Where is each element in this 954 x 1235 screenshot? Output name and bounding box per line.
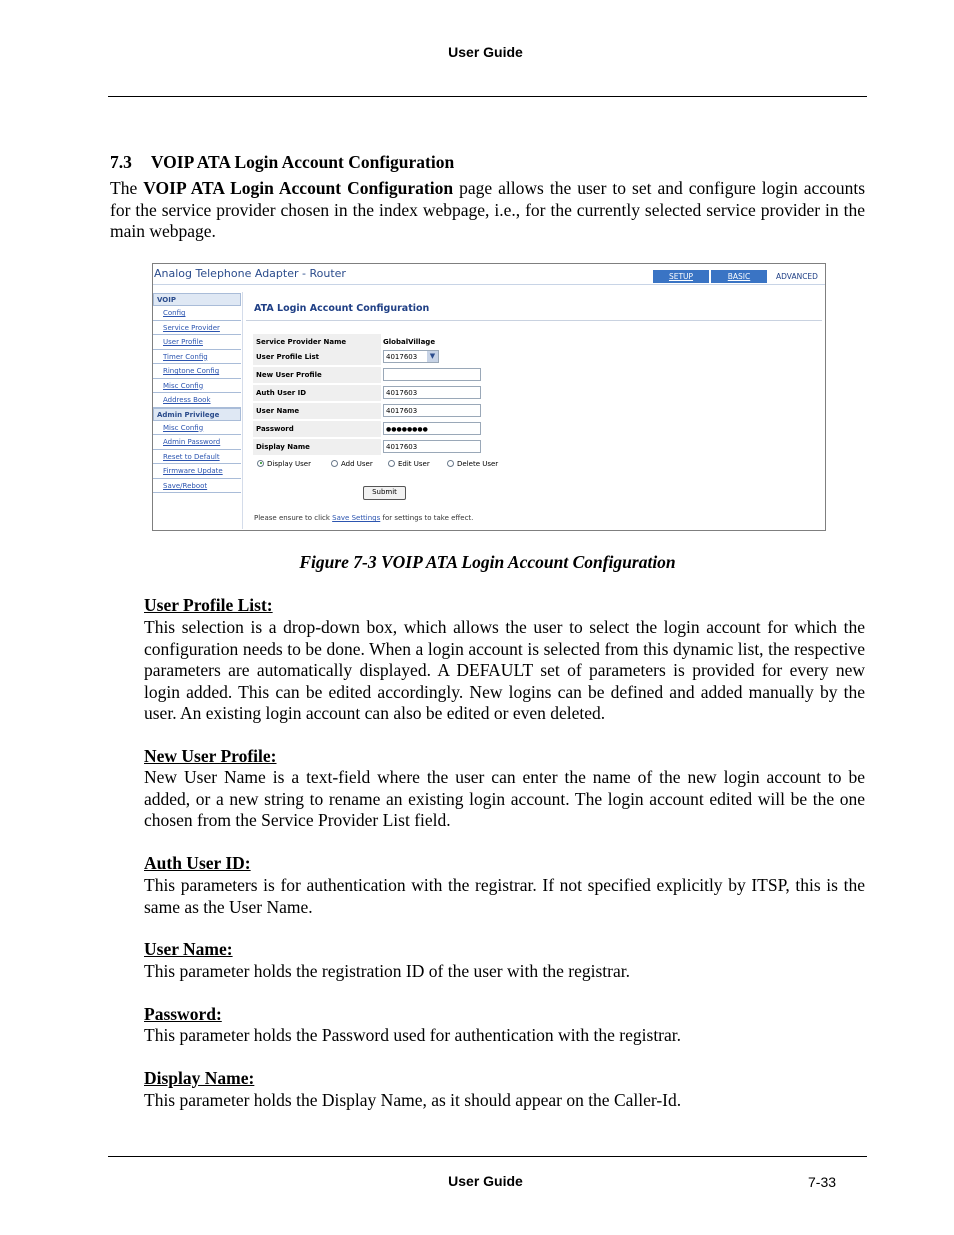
intro-rest: page allows the user to set and configure login accounts for the service provider chosen in the index webpage, i.e., for the currently selected service provider in the main webpage. (110, 178, 866, 241)
tab-basic[interactable]: BASIC (711, 270, 767, 283)
figure-caption: Figure 7-3 VOIP ATA Login Account Configuration (299, 552, 676, 572)
term-text-auth-user-id: This parameters is for authentication with the registrar. If not specified explicitly by ITSP, this is the same as the User Name. (144, 875, 865, 917)
config-page-title: ATA Login Account Configuration (254, 303, 430, 314)
term-title-new-user-profile: New User Profile: (144, 746, 277, 766)
user-name-input[interactable]: 4017603 (383, 404, 481, 417)
radio-display-user[interactable] (257, 460, 311, 468)
sidebar-item-address-book[interactable]: Address Book (153, 393, 241, 408)
password-input[interactable]: ●●●●●●●● (383, 422, 481, 435)
page-number: 7-33 (808, 1174, 837, 1190)
radio-edit-user-label: Edit User (398, 460, 430, 468)
save-settings-note (254, 514, 473, 522)
top-divider (153, 284, 825, 285)
note-prefix: Please ensure to click (254, 514, 330, 522)
radio-add-user[interactable] (331, 460, 373, 468)
radio-display-user-label: Display User (267, 460, 311, 468)
label-auth-user-id: Auth User ID (253, 385, 381, 401)
radio-icon (331, 460, 338, 467)
submit-button[interactable]: Submit (363, 486, 406, 500)
section-intro (110, 178, 865, 243)
sidebar-item-save-reboot[interactable]: Save/Reboot (153, 479, 241, 494)
page-footer-title: User Guide (448, 1173, 523, 1189)
sidebar-item-firmware-update[interactable]: Firmware Update (153, 464, 241, 479)
user-profile-select-value: 4017603 (386, 353, 418, 361)
title-divider (246, 320, 822, 321)
app-title: Analog Telephone Adapter - Router (154, 267, 346, 280)
label-new-user-profile: New User Profile (253, 367, 381, 383)
sidebar-category-admin: Admin Privilege (153, 408, 241, 421)
note-suffix: for settings to take effect. (382, 514, 474, 522)
sidebar-item-timer-config[interactable]: Timer Config (153, 350, 241, 365)
term-title-password: Password: (144, 1004, 222, 1024)
sidebar (153, 293, 241, 493)
radio-edit-user[interactable] (388, 460, 430, 468)
sidebar-item-misc-config[interactable]: Misc Config (153, 379, 241, 394)
label-display-name: Display Name (253, 439, 381, 455)
label-password: Password (253, 421, 381, 437)
term-text-password: This parameter holds the Password used for authentication with the registrar. (144, 1025, 682, 1045)
user-profile-select[interactable] (383, 350, 439, 363)
value-service-provider: GlobalVillage (383, 338, 436, 346)
radio-add-user-label: Add User (341, 460, 373, 468)
term-text-user-name: This parameter holds the registration ID of the user with the registrar. (144, 961, 630, 981)
sidebar-item-service-provider[interactable]: Service Provider (153, 321, 241, 336)
radio-delete-user[interactable] (447, 460, 498, 468)
display-name-input[interactable]: 4017603 (383, 440, 481, 453)
radio-delete-user-label: Delete User (457, 460, 499, 468)
header-rule (108, 96, 867, 97)
section-title: VOIP ATA Login Account Configuration (150, 152, 455, 172)
term-title-user-name: User Name: (144, 939, 233, 959)
page-header-title: User Guide (448, 44, 523, 60)
sidebar-divider (242, 292, 243, 529)
figure-screenshot (152, 263, 826, 531)
label-service-provider: Service Provider Name (253, 334, 381, 350)
radio-icon (447, 460, 454, 467)
sidebar-item-admin-password[interactable]: Admin Password (153, 435, 241, 450)
term-text-display-name: This parameter holds the Display Name, as it should appear on the Caller-Id. (144, 1090, 682, 1110)
intro-prefix: The (110, 178, 138, 198)
save-settings-link[interactable]: Save Settings (332, 514, 381, 522)
chevron-down-icon: ▼ (427, 351, 438, 362)
term-text-user-profile-list: This selection is a drop-down box, which allows the user to select the login account for which the configuration needs to be done. When a login account is selected from this dynamic list, the respective parameters are automatically displayed. A DEFAULT set of parameters is provided for every new login added. This can be edited accordingly. New logins can be defined and added manually by the user. An existing login account can also be edited or even deleted. (144, 617, 865, 723)
term-title-auth-user-id: Auth User ID: (144, 853, 251, 873)
sidebar-item-config[interactable]: Config (153, 306, 241, 321)
section-number: 7.3 (110, 152, 132, 172)
radio-selected-icon (257, 460, 264, 467)
term-title-user-profile-list: User Profile List: (144, 595, 273, 615)
radio-icon (388, 460, 395, 467)
footer-rule (108, 1156, 867, 1157)
term-title-display-name: Display Name: (144, 1068, 255, 1088)
sidebar-item-reset-default[interactable]: Reset to Default (153, 450, 241, 465)
sidebar-category-voip: VOIP (153, 293, 241, 306)
sidebar-item-user-profile[interactable]: User Profile (153, 335, 241, 350)
term-text-new-user-profile: New User Name is a text-field where the user can enter the name of the new login account to be added, or a new string to rename an existing login account. The login account edited will be the one chosen from the Service Provider List field. (144, 767, 865, 830)
section-heading (110, 152, 454, 173)
new-user-profile-input[interactable] (383, 368, 481, 381)
label-user-profile-list: User Profile List (253, 349, 381, 365)
intro-bold: VOIP ATA Login Account Configuration (143, 178, 454, 198)
tab-setup[interactable]: SETUP (653, 270, 709, 283)
label-user-name: User Name (253, 403, 381, 419)
sidebar-item-ringtone-config[interactable]: Ringtone Config (153, 364, 241, 379)
auth-user-id-input[interactable]: 4017603 (383, 386, 481, 399)
sidebar-item-admin-misc-config[interactable]: Misc Config (153, 421, 241, 436)
tab-advanced[interactable]: ADVANCED (769, 270, 825, 283)
